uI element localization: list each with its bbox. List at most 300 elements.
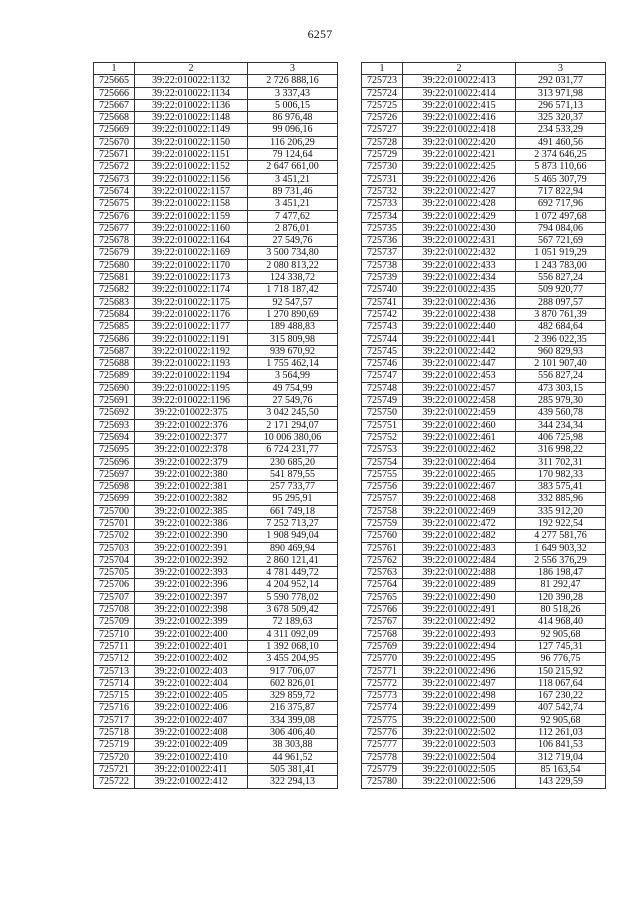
cadastral-number-cell: 39:22:010022:503 <box>403 739 516 751</box>
value-cell: 1 718 187,42 <box>248 284 338 296</box>
table-row <box>94 554 338 566</box>
row-number-cell: 725687 <box>94 345 135 357</box>
cadastral-number-cell: 39:22:010022:408 <box>135 727 248 739</box>
table-row <box>94 75 338 87</box>
cadastral-number-cell: 39:22:010022:496 <box>403 665 516 677</box>
value-cell: 3 451,21 <box>248 198 338 210</box>
table-row <box>94 112 338 124</box>
row-number-cell: 725729 <box>362 149 403 161</box>
cadastral-number-cell: 39:22:010022:1193 <box>135 358 248 370</box>
table-row <box>362 665 606 677</box>
cadastral-number-cell: 39:22:010022:432 <box>403 247 516 259</box>
cadastral-number-cell: 39:22:010022:1196 <box>135 395 248 407</box>
row-number-cell: 725725 <box>362 99 403 111</box>
cadastral-number-cell: 39:22:010022:405 <box>135 690 248 702</box>
cadastral-number-cell: 39:22:010022:489 <box>403 579 516 591</box>
value-cell: 189 488,83 <box>248 321 338 333</box>
cadastral-number-cell: 39:22:010022:490 <box>403 591 516 603</box>
table-row <box>362 493 606 505</box>
value-cell: 325 320,37 <box>516 112 606 124</box>
row-number-cell: 725733 <box>362 198 403 210</box>
row-number-cell: 725665 <box>94 75 135 87</box>
cadastral-number-cell: 39:22:010022:404 <box>135 677 248 689</box>
cadastral-number-cell: 39:22:010022:504 <box>403 751 516 763</box>
row-number-cell: 725704 <box>94 554 135 566</box>
row-number-cell: 725750 <box>362 407 403 419</box>
value-cell: 38 303,88 <box>248 739 338 751</box>
cadastral-number-cell: 39:22:010022:1169 <box>135 247 248 259</box>
cadastral-number-cell: 39:22:010022:433 <box>403 259 516 271</box>
cadastral-number-cell: 39:22:010022:406 <box>135 702 248 714</box>
cadastral-number-cell: 39:22:010022:425 <box>403 161 516 173</box>
cadastral-number-cell: 39:22:010022:1157 <box>135 185 248 197</box>
value-cell: 150 215,92 <box>516 665 606 677</box>
table-row <box>94 308 338 320</box>
table-row <box>94 751 338 763</box>
value-cell: 312 719,04 <box>516 751 606 763</box>
row-number-cell: 725779 <box>362 763 403 775</box>
table-row <box>94 579 338 591</box>
cadastral-number-cell: 39:22:010022:468 <box>403 493 516 505</box>
row-number-cell: 725712 <box>94 653 135 665</box>
value-cell: 939 670,92 <box>248 345 338 357</box>
row-number-cell: 725681 <box>94 272 135 284</box>
row-number-cell: 725777 <box>362 739 403 751</box>
row-number-cell: 725728 <box>362 136 403 148</box>
table-row <box>94 517 338 529</box>
table-row <box>362 345 606 357</box>
cadastral-number-cell: 39:22:010022:482 <box>403 530 516 542</box>
table-row <box>362 616 606 628</box>
value-cell: 192 922,54 <box>516 517 606 529</box>
value-cell: 567 721,69 <box>516 235 606 247</box>
cadastral-number-cell: 39:22:010022:427 <box>403 185 516 197</box>
value-cell: 80 518,26 <box>516 604 606 616</box>
cadastral-number-cell: 39:22:010022:390 <box>135 530 248 542</box>
table-row <box>362 579 606 591</box>
value-cell: 1 755 462,14 <box>248 358 338 370</box>
value-cell: 2 080 813,22 <box>248 259 338 271</box>
row-number-cell: 725772 <box>362 677 403 689</box>
row-number-cell: 725688 <box>94 358 135 370</box>
registry-table-left <box>93 62 338 789</box>
table-row <box>362 505 606 517</box>
cadastral-number-cell: 39:22:010022:409 <box>135 739 248 751</box>
row-number-cell: 725701 <box>94 517 135 529</box>
cadastral-number-cell: 39:22:010022:498 <box>403 690 516 702</box>
value-cell: 292 031,77 <box>516 75 606 87</box>
row-number-cell: 725717 <box>94 714 135 726</box>
table-row <box>362 247 606 259</box>
cadastral-number-cell: 39:22:010022:499 <box>403 702 516 714</box>
cadastral-number-cell: 39:22:010022:1132 <box>135 75 248 87</box>
row-number-cell: 725713 <box>94 665 135 677</box>
table-row <box>362 751 606 763</box>
value-cell: 1 243 783,00 <box>516 259 606 271</box>
table-row <box>362 149 606 161</box>
row-number-cell: 725685 <box>94 321 135 333</box>
row-number-cell: 725678 <box>94 235 135 247</box>
cadastral-number-cell: 39:22:010022:434 <box>403 272 516 284</box>
row-number-cell: 725699 <box>94 493 135 505</box>
table-row <box>94 247 338 259</box>
value-cell: 2 171 294,07 <box>248 419 338 431</box>
cadastral-number-cell: 39:22:010022:391 <box>135 542 248 554</box>
cadastral-number-cell: 39:22:010022:1150 <box>135 136 248 148</box>
row-number-cell: 725673 <box>94 173 135 185</box>
value-cell: 120 390,28 <box>516 591 606 603</box>
value-cell: 1 908 949,04 <box>248 530 338 542</box>
table-header-row <box>362 63 606 75</box>
cadastral-number-cell: 39:22:010022:505 <box>403 763 516 775</box>
column-header-2: 2 <box>403 63 516 75</box>
cadastral-number-cell: 39:22:010022:1195 <box>135 382 248 394</box>
row-number-cell: 725741 <box>362 296 403 308</box>
row-number-cell: 725745 <box>362 345 403 357</box>
cadastral-number-cell: 39:22:010022:1160 <box>135 222 248 234</box>
table-row <box>94 149 338 161</box>
cadastral-number-cell: 39:22:010022:420 <box>403 136 516 148</box>
value-cell: 143 229,59 <box>516 776 606 788</box>
value-cell: 5 465 307,79 <box>516 173 606 185</box>
value-cell: 960 829,93 <box>516 345 606 357</box>
row-number-cell: 725734 <box>362 210 403 222</box>
table-row <box>362 284 606 296</box>
value-cell: 216 375,87 <box>248 702 338 714</box>
value-cell: 335 912,20 <box>516 505 606 517</box>
value-cell: 890 469,94 <box>248 542 338 554</box>
table-row <box>94 333 338 345</box>
column-header-1: 1 <box>94 63 135 75</box>
value-cell: 234 533,29 <box>516 124 606 136</box>
value-cell: 334 399,08 <box>248 714 338 726</box>
value-cell: 1 051 919,29 <box>516 247 606 259</box>
value-cell: 2 556 376,29 <box>516 554 606 566</box>
value-cell: 315 809,98 <box>248 333 338 345</box>
column-header-1: 1 <box>362 63 403 75</box>
table-row <box>362 739 606 751</box>
row-number-cell: 725736 <box>362 235 403 247</box>
value-cell: 7 477,62 <box>248 210 338 222</box>
row-number-cell: 725769 <box>362 640 403 652</box>
value-cell: 4 311 092,09 <box>248 628 338 640</box>
row-number-cell: 725722 <box>94 776 135 788</box>
row-number-cell: 725707 <box>94 591 135 603</box>
cadastral-number-cell: 39:22:010022:421 <box>403 149 516 161</box>
column-header-2: 2 <box>135 63 248 75</box>
row-number-cell: 725670 <box>94 136 135 148</box>
table-row <box>94 727 338 739</box>
cadastral-number-cell: 39:22:010022:377 <box>135 431 248 443</box>
value-cell: 556 827,24 <box>516 272 606 284</box>
cadastral-number-cell: 39:22:010022:1192 <box>135 345 248 357</box>
table-row <box>94 358 338 370</box>
cadastral-number-cell: 39:22:010022:495 <box>403 653 516 665</box>
cadastral-number-cell: 39:22:010022:392 <box>135 554 248 566</box>
table-row <box>362 431 606 443</box>
row-number-cell: 725740 <box>362 284 403 296</box>
cadastral-number-cell: 39:22:010022:416 <box>403 112 516 124</box>
value-cell: 311 702,31 <box>516 456 606 468</box>
cadastral-number-cell: 39:22:010022:483 <box>403 542 516 554</box>
table-row <box>362 370 606 382</box>
row-number-cell: 725697 <box>94 468 135 480</box>
value-cell: 322 294,13 <box>248 776 338 788</box>
table-row <box>362 727 606 739</box>
cadastral-number-cell: 39:22:010022:397 <box>135 591 248 603</box>
row-number-cell: 725698 <box>94 481 135 493</box>
cadastral-number-cell: 39:22:010022:1194 <box>135 370 248 382</box>
value-cell: 602 826,01 <box>248 677 338 689</box>
value-cell: 167 230,22 <box>516 690 606 702</box>
value-cell: 4 781 449,72 <box>248 567 338 579</box>
row-number-cell: 725776 <box>362 727 403 739</box>
row-number-cell: 725682 <box>94 284 135 296</box>
table-row <box>362 222 606 234</box>
table-row <box>94 616 338 628</box>
row-number-cell: 725691 <box>94 395 135 407</box>
row-number-cell: 725715 <box>94 690 135 702</box>
cadastral-number-cell: 39:22:010022:376 <box>135 419 248 431</box>
table-row <box>94 222 338 234</box>
value-cell: 106 841,53 <box>516 739 606 751</box>
cadastral-number-cell: 39:22:010022:430 <box>403 222 516 234</box>
value-cell: 230 685,20 <box>248 456 338 468</box>
table-row <box>94 161 338 173</box>
cadastral-number-cell: 39:22:010022:438 <box>403 308 516 320</box>
cadastral-number-cell: 39:22:010022:426 <box>403 173 516 185</box>
table-row <box>362 124 606 136</box>
row-number-cell: 725752 <box>362 431 403 443</box>
table-row <box>362 395 606 407</box>
value-cell: 6 724 231,77 <box>248 444 338 456</box>
value-cell: 81 292,47 <box>516 579 606 591</box>
cadastral-number-cell: 39:22:010022:1134 <box>135 87 248 99</box>
row-number-cell: 725731 <box>362 173 403 185</box>
cadastral-number-cell: 39:22:010022:460 <box>403 419 516 431</box>
cadastral-number-cell: 39:22:010022:401 <box>135 640 248 652</box>
value-cell: 86 976,48 <box>248 112 338 124</box>
table-row <box>94 653 338 665</box>
page-number: 6257 <box>307 27 333 41</box>
value-cell: 95 295,91 <box>248 493 338 505</box>
table-row <box>94 296 338 308</box>
cadastral-number-cell: 39:22:010022:1191 <box>135 333 248 345</box>
cadastral-number-cell: 39:22:010022:410 <box>135 751 248 763</box>
row-number-cell: 725690 <box>94 382 135 394</box>
value-cell: 407 542,74 <box>516 702 606 714</box>
table-row <box>94 321 338 333</box>
table-row <box>362 542 606 554</box>
table-row <box>94 456 338 468</box>
table-row <box>94 505 338 517</box>
value-cell: 2 726 888,16 <box>248 75 338 87</box>
row-number-cell: 725723 <box>362 75 403 87</box>
table-row <box>362 468 606 480</box>
row-number-cell: 725677 <box>94 222 135 234</box>
value-cell: 4 277 581,76 <box>516 530 606 542</box>
table-row <box>362 235 606 247</box>
row-number-cell: 725726 <box>362 112 403 124</box>
row-number-cell: 725671 <box>94 149 135 161</box>
table-row <box>94 444 338 456</box>
column-header-3: 3 <box>248 63 338 75</box>
cadastral-number-cell: 39:22:010022:414 <box>403 87 516 99</box>
value-cell: 257 733,77 <box>248 481 338 493</box>
value-cell: 27 549,76 <box>248 395 338 407</box>
value-cell: 2 374 646,25 <box>516 149 606 161</box>
cadastral-number-cell: 39:22:010022:1174 <box>135 284 248 296</box>
cadastral-number-cell: 39:22:010022:403 <box>135 665 248 677</box>
table-row <box>362 321 606 333</box>
cadastral-number-cell: 39:22:010022:415 <box>403 99 516 111</box>
value-cell: 116 206,29 <box>248 136 338 148</box>
row-number-cell: 725669 <box>94 124 135 136</box>
cadastral-number-cell: 39:22:010022:396 <box>135 579 248 591</box>
table-row <box>362 161 606 173</box>
row-number-cell: 725771 <box>362 665 403 677</box>
cadastral-number-cell: 39:22:010022:1152 <box>135 161 248 173</box>
row-number-cell: 725708 <box>94 604 135 616</box>
value-cell: 44 961,52 <box>248 751 338 763</box>
value-cell: 3 500 734,80 <box>248 247 338 259</box>
row-number-cell: 725668 <box>94 112 135 124</box>
table-row <box>362 567 606 579</box>
row-number-cell: 725674 <box>94 185 135 197</box>
table-row <box>94 763 338 775</box>
value-cell: 288 097,57 <box>516 296 606 308</box>
row-number-cell: 725667 <box>94 99 135 111</box>
table-row <box>362 677 606 689</box>
row-number-cell: 725683 <box>94 296 135 308</box>
row-number-cell: 725679 <box>94 247 135 259</box>
value-cell: 2 396 022,35 <box>516 333 606 345</box>
table-row <box>94 185 338 197</box>
row-number-cell: 725760 <box>362 530 403 542</box>
row-number-cell: 725778 <box>362 751 403 763</box>
cadastral-number-cell: 39:22:010022:1164 <box>135 235 248 247</box>
row-number-cell: 725746 <box>362 358 403 370</box>
table-row <box>362 456 606 468</box>
column-header-3: 3 <box>516 63 606 75</box>
value-cell: 313 971,98 <box>516 87 606 99</box>
value-cell: 505 381,41 <box>248 763 338 775</box>
table-row <box>94 604 338 616</box>
table-row <box>94 210 338 222</box>
cadastral-number-cell: 39:22:010022:1159 <box>135 210 248 222</box>
row-number-cell: 725768 <box>362 628 403 640</box>
row-number-cell: 725718 <box>94 727 135 739</box>
value-cell: 127 745,31 <box>516 640 606 652</box>
cadastral-number-cell: 39:22:010022:453 <box>403 370 516 382</box>
value-cell: 541 879,55 <box>248 468 338 480</box>
table-row <box>94 407 338 419</box>
row-number-cell: 725765 <box>362 591 403 603</box>
cadastral-number-cell: 39:22:010022:494 <box>403 640 516 652</box>
table-row <box>94 370 338 382</box>
table-row <box>362 173 606 185</box>
value-cell: 917 706,07 <box>248 665 338 677</box>
table-row <box>362 308 606 320</box>
table-row <box>94 567 338 579</box>
value-cell: 414 968,40 <box>516 616 606 628</box>
row-number-cell: 725780 <box>362 776 403 788</box>
value-cell: 4 204 952,14 <box>248 579 338 591</box>
row-number-cell: 725680 <box>94 259 135 271</box>
row-number-cell: 725756 <box>362 481 403 493</box>
row-number-cell: 725672 <box>94 161 135 173</box>
row-number-cell: 725762 <box>362 554 403 566</box>
row-number-cell: 725735 <box>362 222 403 234</box>
cadastral-number-cell: 39:22:010022:400 <box>135 628 248 640</box>
row-number-cell: 725703 <box>94 542 135 554</box>
row-number-cell: 725684 <box>94 308 135 320</box>
table-row <box>94 628 338 640</box>
value-cell: 118 067,64 <box>516 677 606 689</box>
row-number-cell: 725721 <box>94 763 135 775</box>
row-number-cell: 725714 <box>94 677 135 689</box>
registry-table-right <box>361 62 606 789</box>
value-cell: 1 649 903,32 <box>516 542 606 554</box>
row-number-cell: 725749 <box>362 395 403 407</box>
value-cell: 692 717,96 <box>516 198 606 210</box>
table-row <box>362 198 606 210</box>
table-row <box>94 99 338 111</box>
row-number-cell: 725759 <box>362 517 403 529</box>
table-row <box>362 87 606 99</box>
cadastral-number-cell: 39:22:010022:441 <box>403 333 516 345</box>
value-cell: 306 406,40 <box>248 727 338 739</box>
row-number-cell: 725709 <box>94 616 135 628</box>
table-row <box>94 382 338 394</box>
row-number-cell: 725693 <box>94 419 135 431</box>
value-cell: 27 549,76 <box>248 235 338 247</box>
cadastral-number-cell: 39:22:010022:382 <box>135 493 248 505</box>
cadastral-number-cell: 39:22:010022:1148 <box>135 112 248 124</box>
cadastral-number-cell: 39:22:010022:447 <box>403 358 516 370</box>
cadastral-number-cell: 39:22:010022:412 <box>135 776 248 788</box>
table-row <box>362 517 606 529</box>
row-number-cell: 725767 <box>362 616 403 628</box>
value-cell: 170 982,33 <box>516 468 606 480</box>
table-row <box>362 530 606 542</box>
table-row <box>94 419 338 431</box>
value-cell: 79 124,64 <box>248 149 338 161</box>
row-number-cell: 725763 <box>362 567 403 579</box>
row-number-cell: 725775 <box>362 714 403 726</box>
table-row <box>362 358 606 370</box>
cadastral-number-cell: 39:22:010022:413 <box>403 75 516 87</box>
value-cell: 482 684,64 <box>516 321 606 333</box>
row-number-cell: 725696 <box>94 456 135 468</box>
value-cell: 316 998,22 <box>516 444 606 456</box>
table-row <box>362 407 606 419</box>
table-row <box>362 640 606 652</box>
row-number-cell: 725755 <box>362 468 403 480</box>
table-row <box>94 690 338 702</box>
value-cell: 2 647 661,00 <box>248 161 338 173</box>
value-cell: 112 261,03 <box>516 727 606 739</box>
table-row <box>94 677 338 689</box>
cadastral-number-cell: 39:22:010022:378 <box>135 444 248 456</box>
value-cell: 661 749,18 <box>248 505 338 517</box>
table-row <box>362 714 606 726</box>
row-number-cell: 725751 <box>362 419 403 431</box>
cadastral-number-cell: 39:22:010022:459 <box>403 407 516 419</box>
value-cell: 92 547,57 <box>248 296 338 308</box>
table-row <box>362 296 606 308</box>
table-row <box>362 99 606 111</box>
